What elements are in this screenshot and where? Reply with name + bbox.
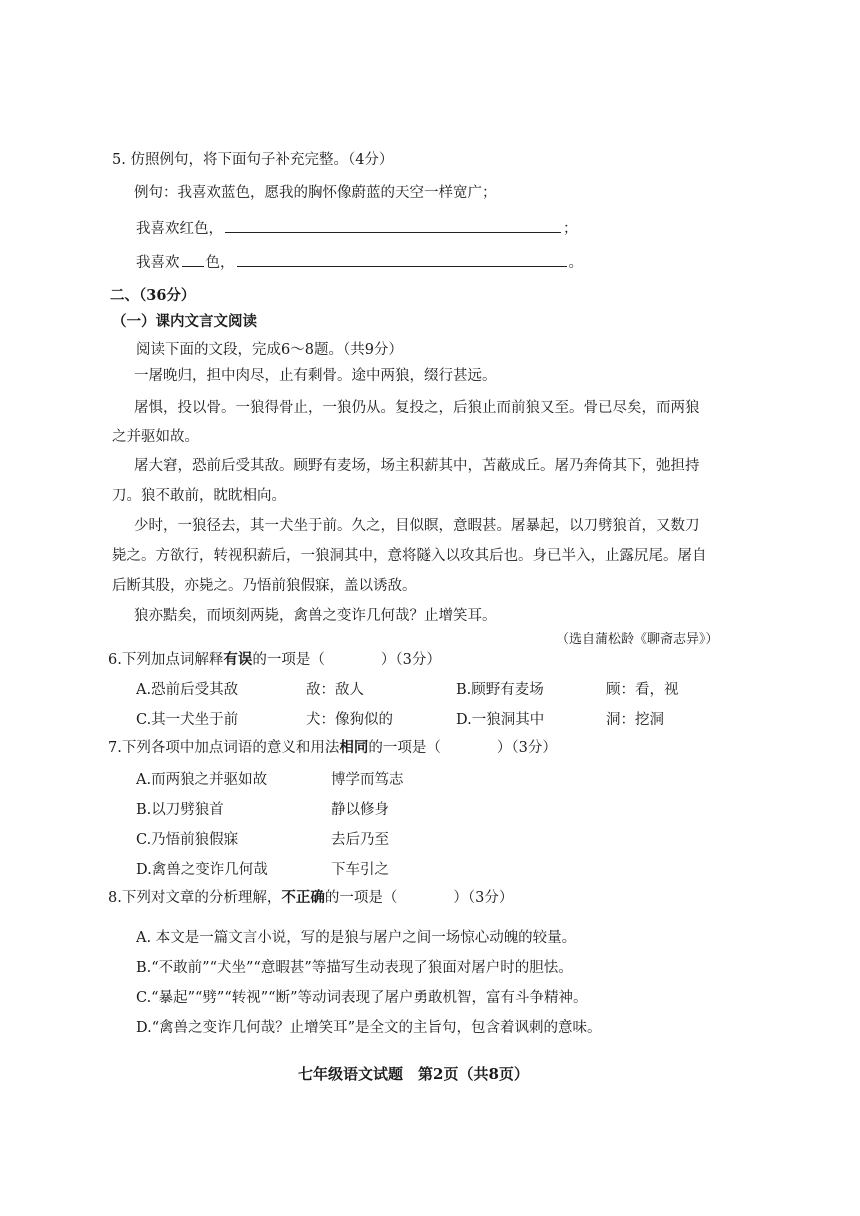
q6-option-c-explanation: 犬：像狗似的 <box>306 712 393 728</box>
q6-option-d-explanation: 洞：挖洞 <box>606 712 664 728</box>
q6-option-d[interactable]: D.一狼洞其中 <box>456 712 545 728</box>
q7-stem-c: ）（3分） <box>496 740 557 756</box>
q7-option-a[interactable]: A.而两狼之并驱如故 <box>136 772 268 788</box>
q7-stem-a: 7.下列各项中加点词语的意义和用法 <box>108 740 340 756</box>
q8-option-c[interactable]: C.“暴起”“劈”“转视”“断”等动词表现了屠户勇敢机智，富有斗争精神。 <box>136 990 588 1006</box>
q6-stem-c: ）（3分） <box>380 652 441 668</box>
q6-stem <box>108 650 441 670</box>
passage-p4b: 毙之。方欲行，转视积薪后，一狼洞其中，意将隧入以攻其后也。身已半入，止露尻尾。屠自 <box>112 548 707 564</box>
q5-example: 例句：我喜欢蓝色，愿我的胸怀像蔚蓝的天空一样宽广； <box>134 185 497 201</box>
q6-stem-a: 6.下列加点词解释 <box>108 652 224 668</box>
q5-line2-end: 。 <box>568 255 583 271</box>
q5-answer-blank-1[interactable] <box>225 218 561 233</box>
q6-stem-b: 的一项是（ <box>252 652 325 668</box>
q5-line2-b: 色， <box>205 255 235 271</box>
q5-line1 <box>136 218 578 239</box>
passage-p3b: 刀。狼不敢前，眈眈相向。 <box>112 488 286 504</box>
q7-row-b <box>136 800 389 820</box>
q5-line2-a: 我喜欢 <box>136 255 180 271</box>
q8-stem-emphasis: 不正确 <box>281 889 325 906</box>
passage-source: （选自蒲松龄《聊斋志异》） <box>556 632 719 647</box>
q6-row1 <box>136 680 679 700</box>
q7-row-d <box>136 860 389 880</box>
q7-option-c[interactable]: C.乃悟前狼假寐 <box>136 832 239 848</box>
q5-line1-end: ； <box>563 221 578 237</box>
q5-answer-blank-2[interactable] <box>237 252 567 267</box>
section2-title: 二、（36分） <box>110 287 196 304</box>
passage-p4a: 少时，一狼径去，其一犬坐于前。久之，目似瞑，意暇甚。屠暴起，以刀劈狼首，又数刀 <box>134 518 700 534</box>
q7-stem-emphasis: 相同 <box>339 739 369 756</box>
section2-instruction: 阅读下面的文段，完成6～8题。（共9分） <box>136 342 403 358</box>
q8-option-b[interactable]: B.“不敢前”“犬坐”“意暇甚”等描写生动表现了狼面对屠户时的胆怯。 <box>136 960 573 976</box>
q8-option-a[interactable]: A. 本文是一篇文言小说，写的是狼与屠户之间一场惊心动魄的较量。 <box>136 930 577 946</box>
q8-stem-a: 8.下列对文章的分析理解， <box>108 890 282 906</box>
q7-option-b[interactable]: B.以刀劈狼首 <box>136 802 224 818</box>
q8-stem <box>108 888 513 908</box>
q6-stem-emphasis: 有误 <box>223 651 253 668</box>
q7-option-a-compare: 博学而笃志 <box>331 772 404 788</box>
section2-sub1: （一）课内文言文阅读 <box>112 313 257 330</box>
q6-option-b-explanation: 顾：看，视 <box>606 682 679 698</box>
q7-option-b-compare: 静以修身 <box>331 802 389 818</box>
q7-stem <box>108 738 557 758</box>
passage-p2a: 屠惧，投以骨。一狼得骨止，一狼仍从。复投之，后狼止而前狼又至。骨已尽矣，而两狼 <box>134 400 700 416</box>
q8-stem-c: ）（3分） <box>453 890 514 906</box>
q8-option-d[interactable]: D.“禽兽之变诈几何哉？止增笑耳”是全文的主旨句，包含着讽刺的意味。 <box>136 1020 602 1036</box>
q7-stem-b: 的一项是（ <box>368 740 441 756</box>
q6-option-a-explanation: 敌：敌人 <box>306 682 364 698</box>
q7-option-d[interactable]: D.禽兽之变诈几何哉 <box>136 862 268 878</box>
q5-line2 <box>136 252 583 273</box>
q6-option-a[interactable]: A.恐前后受其敌 <box>136 682 239 698</box>
q7-option-c-compare: 去后乃至 <box>331 832 389 848</box>
q6-option-b[interactable]: B.顾野有麦场 <box>456 682 544 698</box>
passage-p2b: 之并驱如故。 <box>112 429 199 445</box>
passage-p5: 狼亦黠矣，而顷刻两毙，禽兽之变诈几何哉？止增笑耳。 <box>134 608 497 624</box>
q8-stem-b: 的一项是（ <box>324 890 398 906</box>
q7-option-d-compare: 下车引之 <box>331 862 389 878</box>
passage-p4c: 后断其股，亦毙之。乃悟前狼假寐，盖以诱敌。 <box>112 578 417 594</box>
q7-row-a <box>136 770 404 790</box>
page-footer: 七年级语文试题 第2页（共8页） <box>298 1065 529 1083</box>
q6-row2 <box>136 710 664 730</box>
passage-p3a: 屠大窘，恐前后受其敌。顾野有麦场，场主积薪其中，苫蔽成丘。屠乃奔倚其下，弛担持 <box>134 458 700 474</box>
q7-row-c <box>136 830 389 850</box>
q5-color-blank[interactable] <box>182 252 204 267</box>
passage-p1: 一屠晚归，担中肉尽，止有剩骨。途中两狼，缀行甚远。 <box>134 368 497 384</box>
q5-title: 5. 仿照例句，将下面句子补充完整。（4分） <box>112 152 394 168</box>
q6-option-c[interactable]: C.其一犬坐于前 <box>136 712 239 728</box>
q5-line1-prefix: 我喜欢红色， <box>136 221 223 237</box>
